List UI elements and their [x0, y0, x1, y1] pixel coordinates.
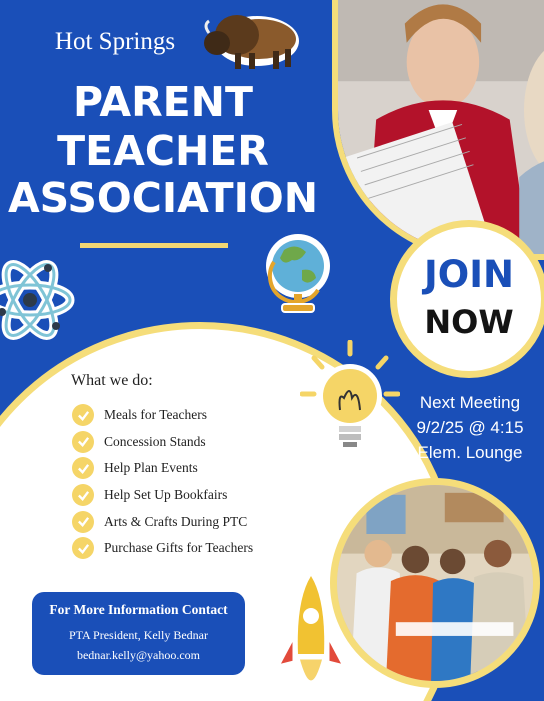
contact-box	[32, 592, 245, 675]
activity-label: Purchase Gifts for Teachers	[104, 540, 254, 556]
activity-label: Arts & Crafts During PTC	[104, 513, 248, 529]
atom-icon	[0, 250, 82, 350]
join-now-badge	[390, 220, 544, 378]
title-line-2: TEACHER	[57, 127, 269, 175]
globe-icon	[262, 232, 334, 318]
next-meeting-info	[405, 390, 535, 465]
title-line-3: ASSOCIATION	[7, 174, 319, 222]
contact-title: For More Information Contact	[49, 602, 228, 617]
contact-email[interactable]: bednar.kelly@yahoo.com	[76, 648, 201, 662]
school-name: Hot Springs	[54, 28, 176, 55]
now-text: NOW	[424, 303, 514, 341]
bison-icon	[197, 3, 303, 75]
check-icon	[72, 484, 94, 506]
contact-name: PTA President, Kelly Bednar	[68, 628, 209, 642]
check-icon	[72, 457, 94, 479]
check-icon	[72, 404, 94, 426]
activity-label: Help Plan Events	[104, 460, 198, 476]
meeting-heading: Next Meeting	[419, 393, 521, 412]
check-icon	[72, 511, 94, 533]
list-item	[72, 482, 253, 509]
list-item	[72, 535, 253, 562]
students-photo	[330, 478, 540, 688]
activity-label: Concession Stands	[104, 433, 206, 449]
meeting-location: Elem. Lounge	[417, 443, 523, 462]
activity-label: Help Set Up Bookfairs	[104, 487, 228, 503]
teacher-photo	[332, 0, 544, 260]
join-text: JOIN	[424, 253, 514, 296]
list-item	[72, 429, 253, 456]
list-item	[72, 455, 253, 482]
activity-label: Meals for Teachers	[104, 407, 208, 423]
rocket-icon	[272, 566, 350, 701]
activities-list	[72, 402, 253, 562]
check-icon	[72, 431, 94, 453]
title-underline	[80, 243, 228, 248]
list-item	[72, 508, 253, 535]
check-icon	[72, 537, 94, 559]
title-line-1: PARENT	[73, 78, 253, 126]
list-item	[72, 402, 253, 429]
activities-heading: What we do:	[71, 372, 153, 389]
meeting-datetime: 9/2/25 @ 4:15	[416, 418, 524, 437]
lightbulb-icon	[300, 340, 400, 458]
